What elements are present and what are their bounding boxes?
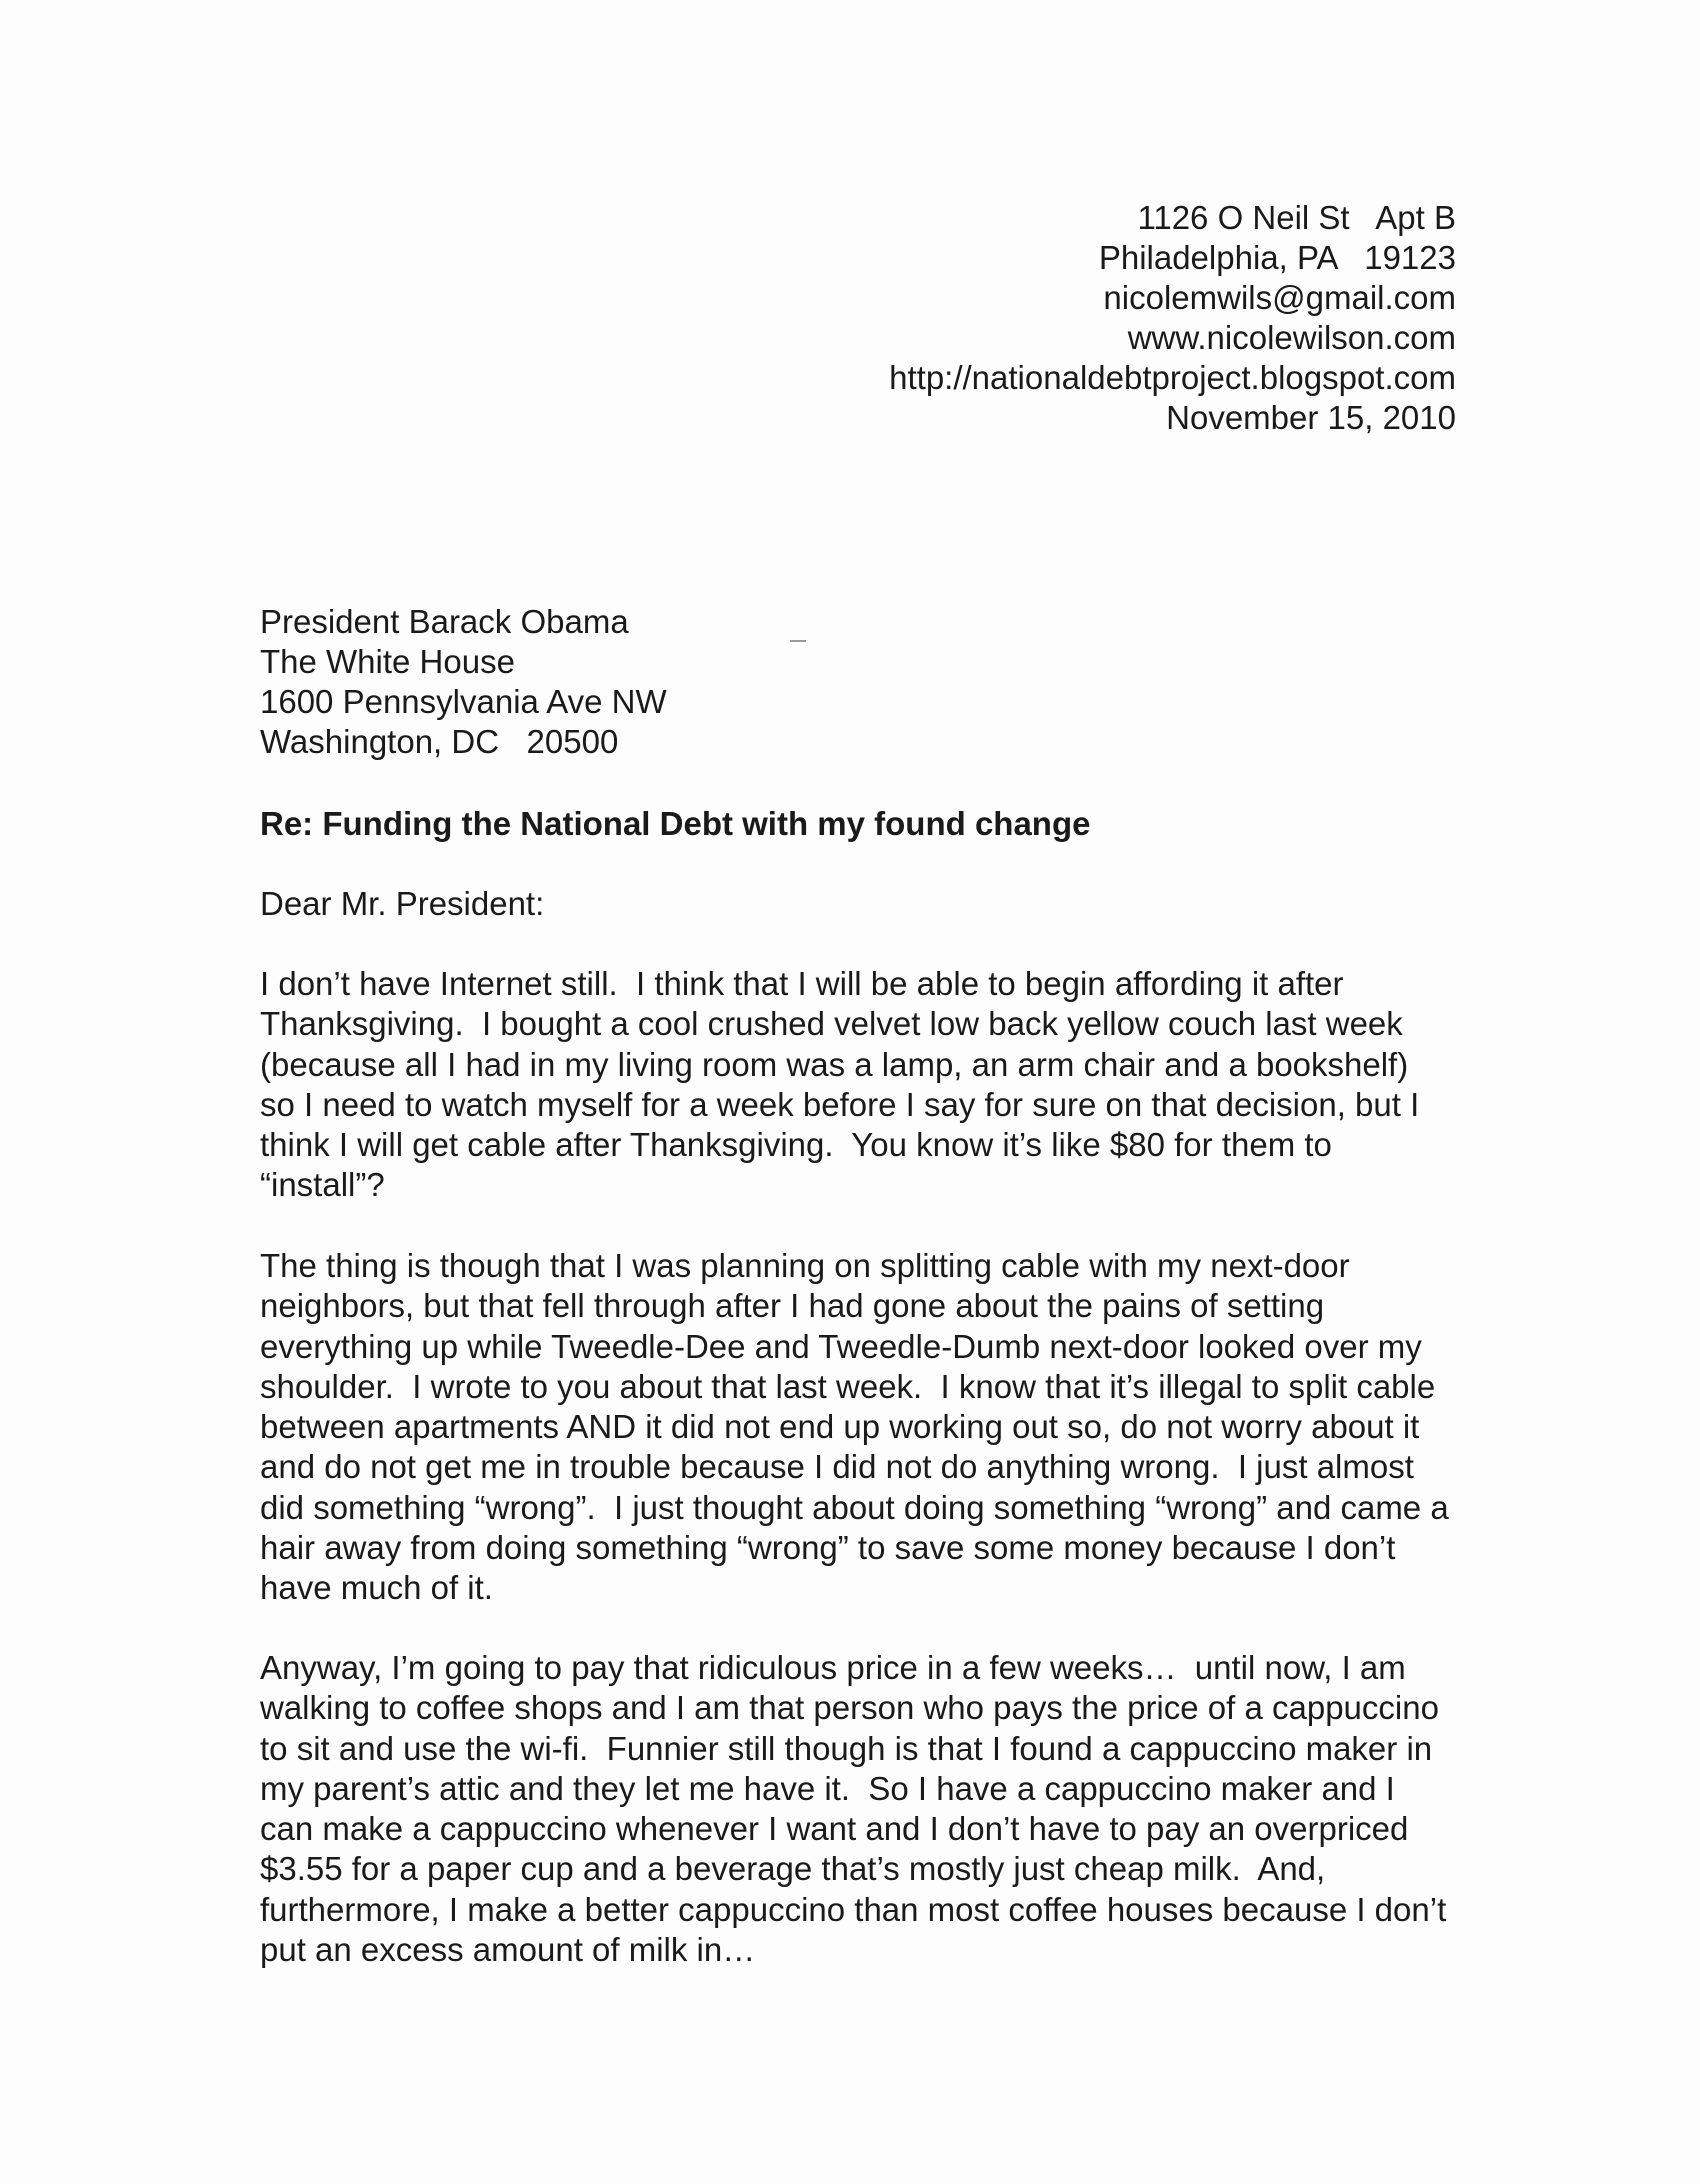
sender-email: nicolemwils@gmail.com: [1103, 279, 1456, 316]
paragraph-1: [260, 964, 1490, 1206]
scan-speck: [790, 640, 806, 642]
paragraph-line: to sit and use the wi-fi. Funnier still though is that I found a cappuccino maker in: [260, 1729, 1433, 1767]
salutation: Dear Mr. President:: [260, 885, 545, 922]
paragraph-line: shoulder. I wrote to you about that last week. I know that it’s illegal to split cable: [260, 1367, 1436, 1405]
recipient-street: 1600 Pennsylvania Ave NW: [260, 683, 667, 720]
paragraph-3: [260, 1648, 1490, 1970]
paragraph-line: put an excess amount of milk in…: [260, 1931, 756, 1969]
paragraph-line: my parent’s attic and they let me have it. So I have a cappuccino maker and I: [260, 1769, 1395, 1807]
paragraph-line: “install”?: [260, 1166, 385, 1204]
paragraph-line: so I need to watch myself for a week before I say for sure on that decision, but I: [260, 1085, 1420, 1123]
paragraph-line: Anyway, I’m going to pay that ridiculous price in a few weeks… until now, I am: [260, 1649, 1406, 1686]
paragraph-line: furthermore, I make a better cappuccino than most coffee houses because I don’t: [260, 1890, 1447, 1928]
paragraph-line: between apartments AND it did not end up working out so, do not worry about it: [260, 1408, 1420, 1446]
recipient-city: Washington, DC 20500: [260, 723, 619, 760]
sender-blog: http://nationaldebtproject.blogspot.com: [889, 359, 1456, 396]
sender-street: 1126 O Neil St Apt B: [1137, 199, 1456, 236]
letter-date: November 15, 2010: [1166, 399, 1456, 436]
paragraph-line: The thing is though that I was planning on splitting cable with my next-door: [260, 1247, 1350, 1284]
sender-city: Philadelphia, PA 19123: [1098, 239, 1456, 276]
paragraph-line: have much of it.: [260, 1569, 493, 1607]
paragraph-line: I don’t have Internet still. I think that I will be able to begin affording it after: [260, 965, 1344, 1002]
recipient-name: President Barack Obama: [260, 603, 629, 640]
sender-address-block: [889, 198, 1456, 438]
paragraph-line: hair away from doing something “wrong” to save some money because I don’t: [260, 1529, 1396, 1567]
paragraph-line: (because all I had in my living room was a lamp, an arm chair and a bookshelf): [260, 1045, 1409, 1083]
paragraph-line: $3.55 for a paper cup and a beverage that’s mostly just cheap milk. And,: [260, 1850, 1326, 1888]
paragraph-2: [260, 1246, 1490, 1609]
recipient-org: The White House: [260, 643, 515, 680]
paragraph-line: and do not get me in trouble because I did not do anything wrong. I just almost: [260, 1448, 1414, 1486]
paragraph-line: neighbors, but that fell through after I had gone about the pains of setting: [260, 1287, 1325, 1325]
paragraph-line: think I will get cable after Thanksgiving. You know it’s like $80 for them to: [260, 1126, 1332, 1164]
sender-website: www.nicolewilson.com: [1127, 319, 1456, 356]
paragraph-line: can make a cappuccino whenever I want and I don’t have to pay an overpriced: [260, 1810, 1409, 1848]
paragraph-line: everything up while Tweedle-Dee and Tweedle-Dumb next-door looked over my: [260, 1327, 1422, 1365]
paragraph-line: Thanksgiving. I bought a cool crushed velvet low back yellow couch last week: [260, 1005, 1403, 1043]
subject-line: Re: Funding the National Debt with my found change: [260, 805, 1091, 842]
paragraph-line: did something “wrong”. I just thought about doing something “wrong” and came a: [260, 1488, 1449, 1526]
paragraph-line: walking to coffee shops and I am that person who pays the price of a cappuccino: [260, 1689, 1439, 1727]
recipient-address-block: [260, 602, 667, 762]
